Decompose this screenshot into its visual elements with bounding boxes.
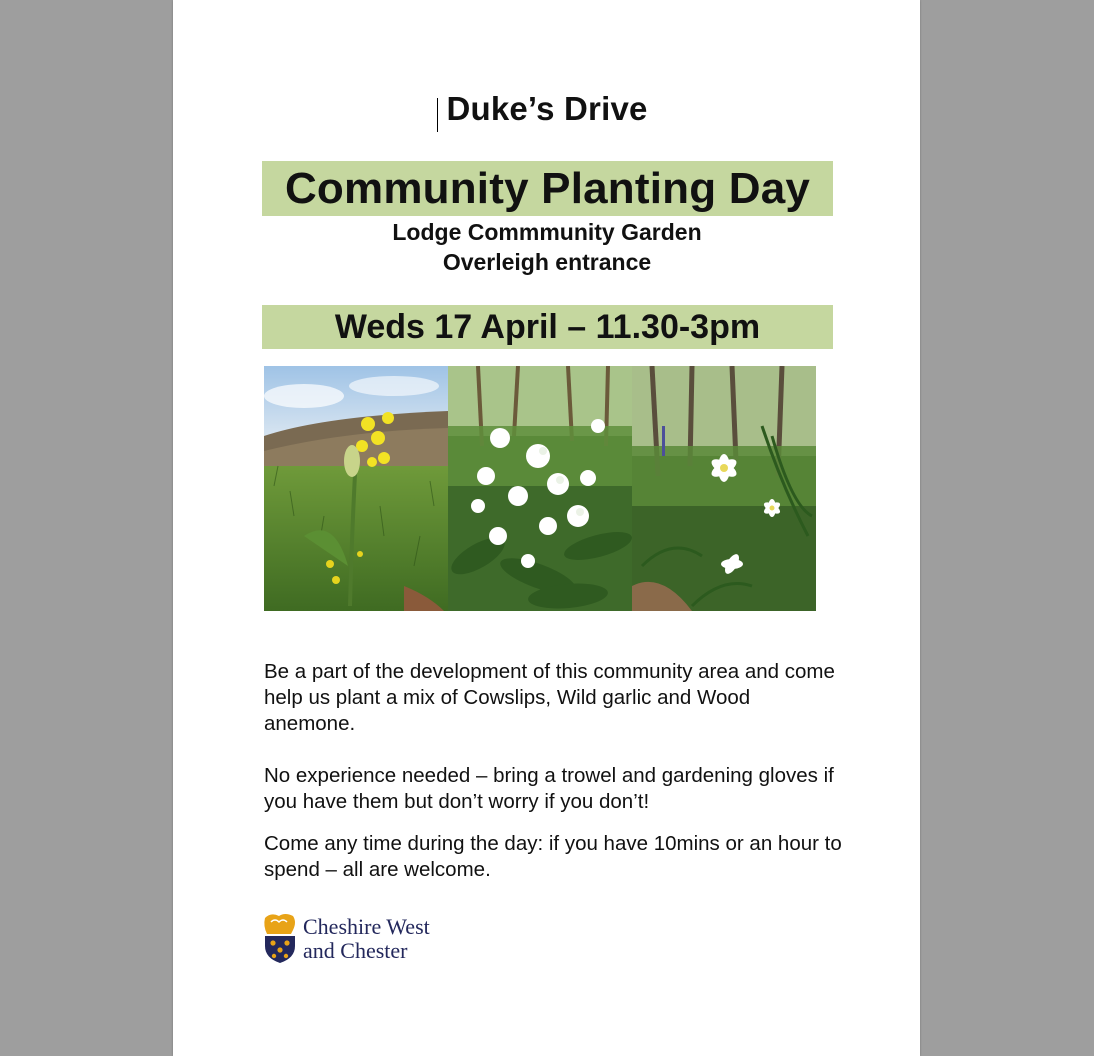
- date-time-banner: Weds 17 April – 11.30-3pm: [262, 305, 833, 349]
- paragraph-intro: Be a part of the development of this community area and come help us plant a mix of Cowslips, Wild garlic and Wood anemone.: [264, 660, 835, 735]
- page-title: Duke’s Drive: [446, 90, 648, 127]
- council-name-line-2: and Chester: [303, 938, 408, 963]
- flower-photos: [264, 366, 816, 611]
- venue-line-2: Overleigh entrance: [442, 249, 652, 275]
- council-name-line-1: Cheshire West: [303, 914, 430, 939]
- headline-banner: Community Planting Day: [262, 161, 833, 216]
- council-logo: [263, 912, 430, 964]
- paragraph-experience: No experience needed – bring a trowel and gardening gloves if you have them but don’t worry if you don’t!: [264, 764, 834, 813]
- wood-anemone-photo: [632, 366, 816, 611]
- council-crest-icon: [263, 912, 297, 964]
- paragraph-timing: Come any time during the day: if you have 10mins or an hour to spend – all are welcome.: [264, 832, 842, 881]
- council-name: [303, 915, 430, 963]
- cowslip-photo: [264, 366, 448, 611]
- venue-line-1: Lodge Commmunity Garden: [392, 219, 702, 245]
- wild-garlic-photo: [448, 366, 632, 611]
